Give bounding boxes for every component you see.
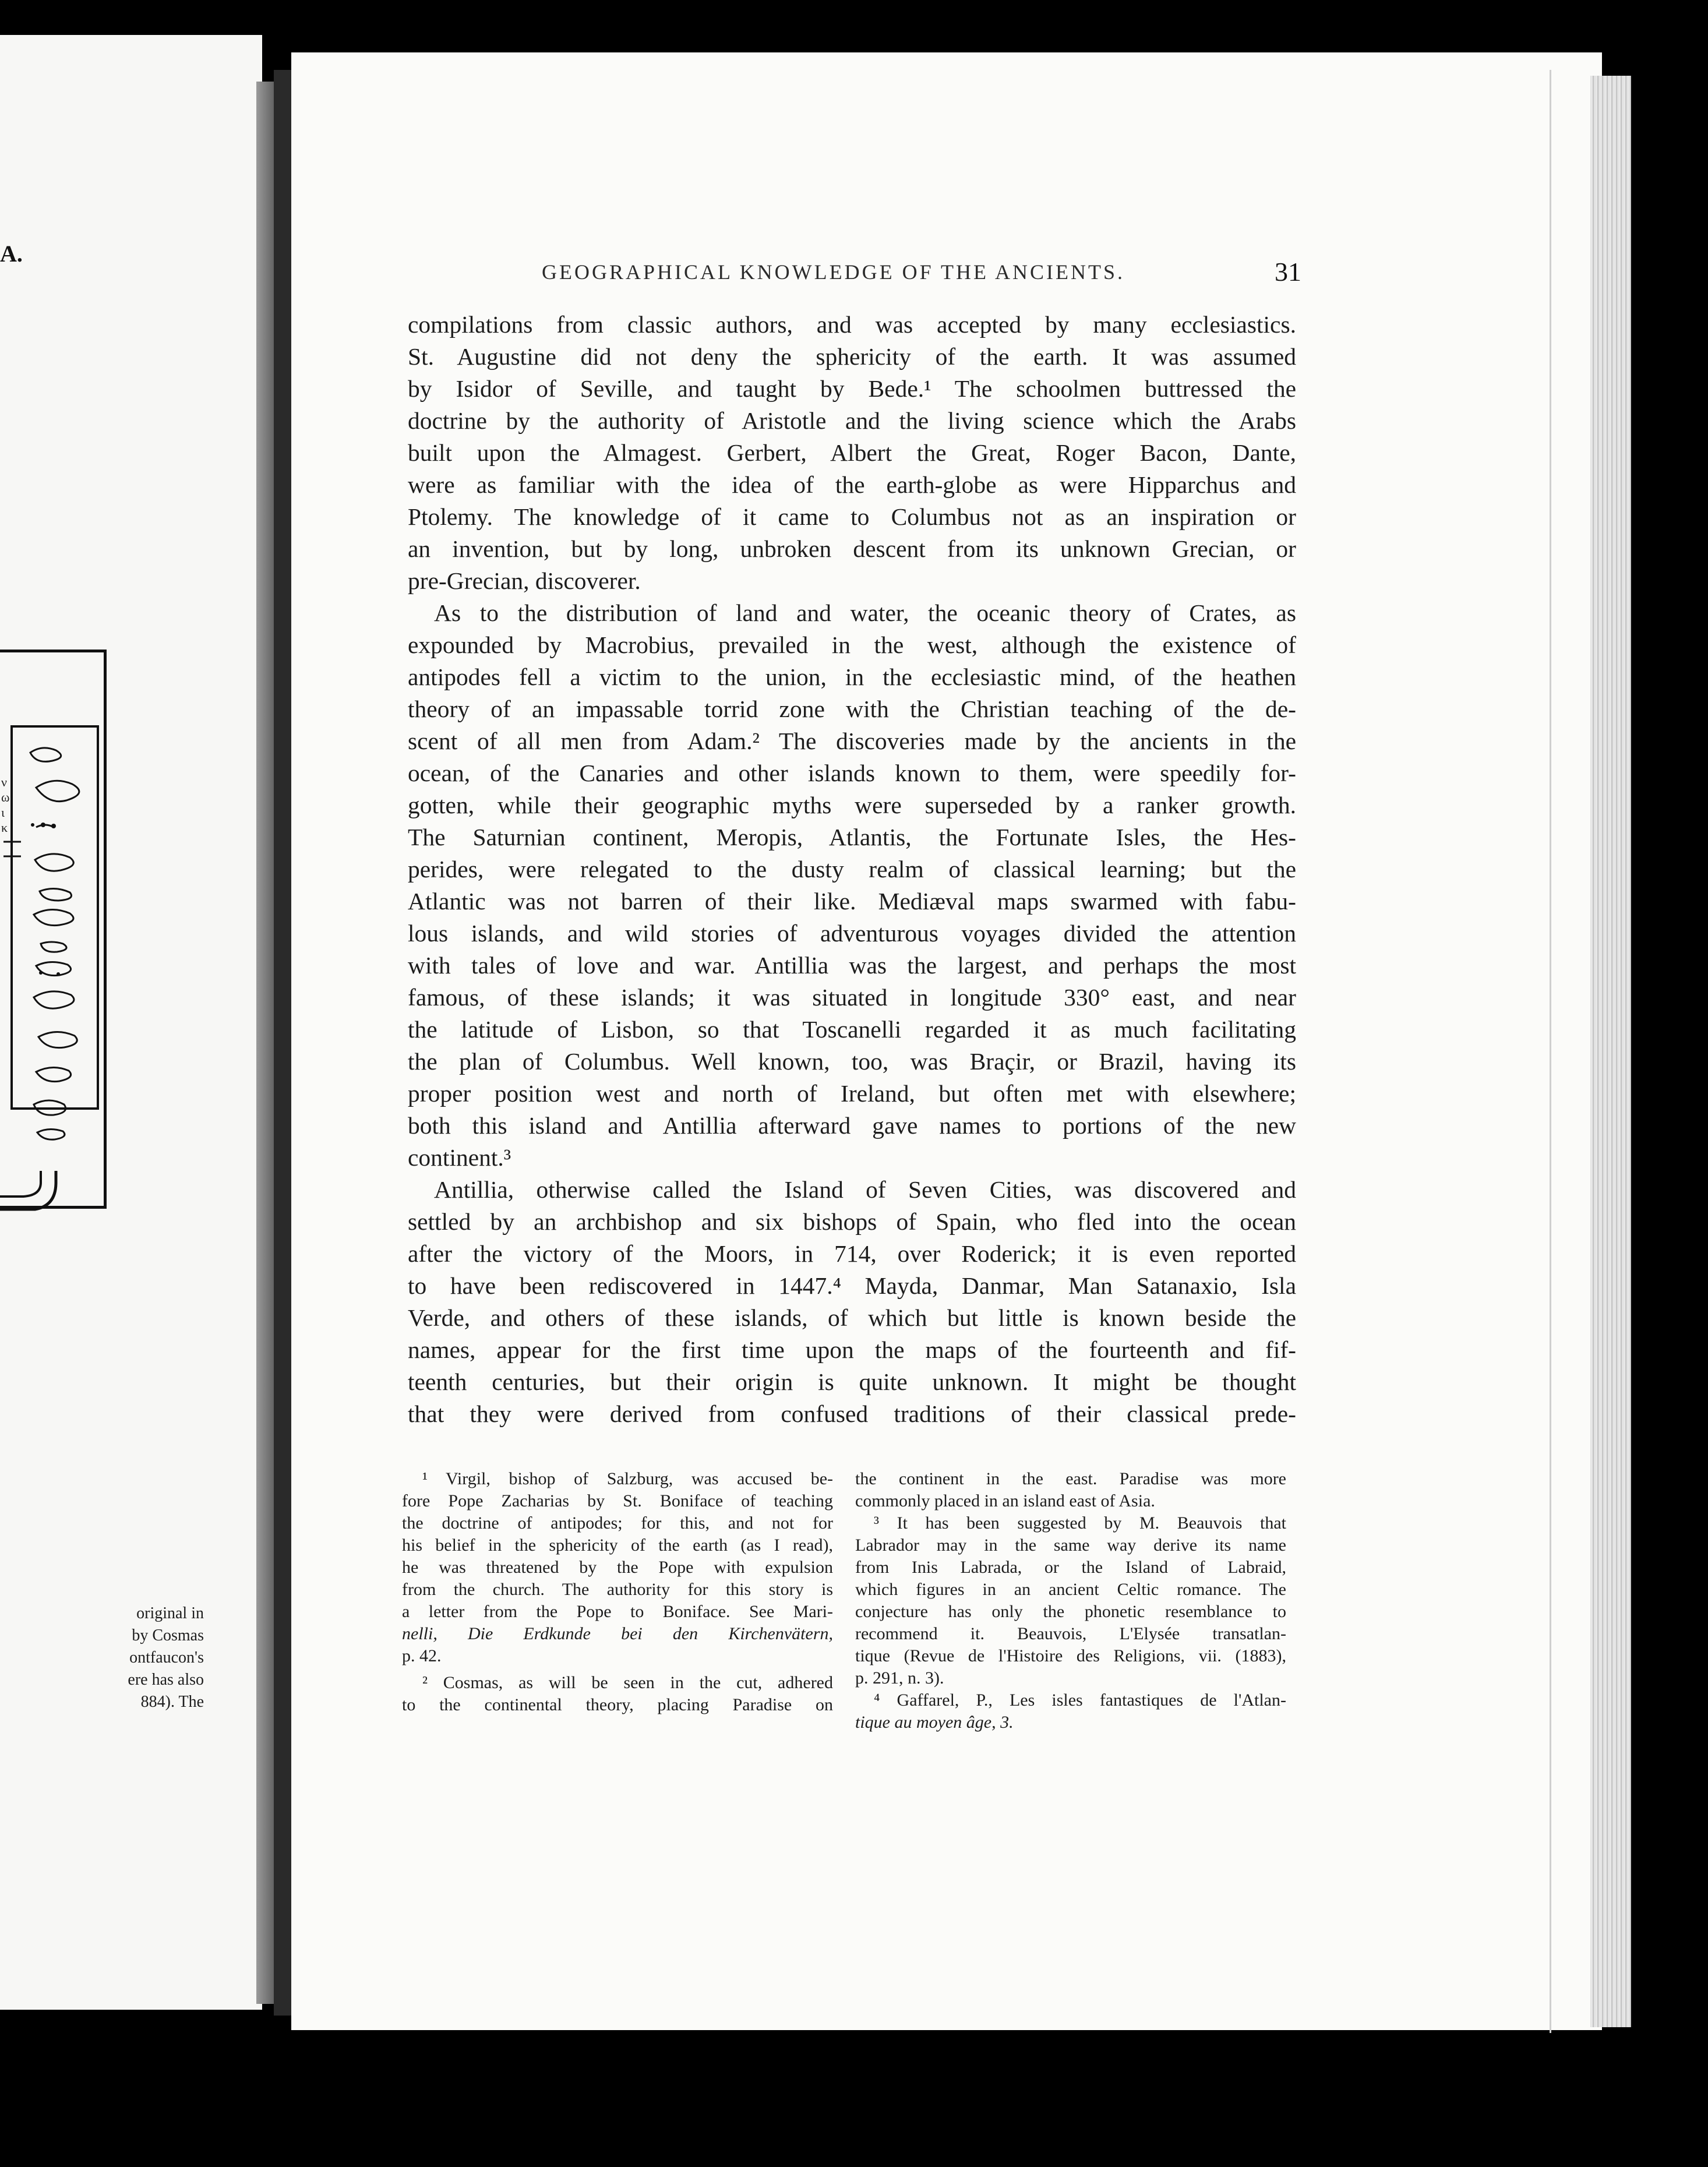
running-head: GEOGRAPHICAL KNOWLEDGE OF THE ANCIENTS. (542, 260, 1125, 284)
body-line: the latitude of Lisbon, so that Toscanelli regarded it as much facilitating (408, 1016, 1296, 1043)
body-line: compilations from classic authors, and was accepted by many ecclesiastics. (408, 311, 1296, 338)
footnote-line: a letter from the Pope to Boniface. See Mari- (402, 1602, 833, 1621)
body-line: built upon the Almagest. Gerbert, Albert the Great, Roger Bacon, Dante, (408, 439, 1296, 466)
figure-label-2: ω (1, 790, 10, 804)
body-line: gotten, while their geographic myths were superseded by a ranker growth. (408, 792, 1296, 818)
footnote-line: he was threatened by the Pope with expulsion (402, 1558, 833, 1577)
body-line: with tales of love and war. Antillia was the largest, and perhaps the most (408, 952, 1296, 979)
body-line: theory of an impassable torrid zone with the Christian teaching of the de- (408, 696, 1296, 722)
body-line: famous, of these islands; it was situated in longitude 330° east, and near (408, 984, 1296, 1011)
body-line: doctrine by the authority of Aristotle and the living science which the Arabs (408, 407, 1296, 434)
footnote-line: his belief in the sphericity of the earth (as I read), (402, 1536, 833, 1555)
figure-label-4: κ (1, 820, 8, 835)
body-line: were as familiar with the idea of the earth-globe as were Hipparchus and (408, 471, 1296, 498)
body-line: teenth centuries, but their origin is quite unknown. It might be thought (408, 1368, 1296, 1395)
footnote-line: commonly placed in an island east of Asia. (855, 1491, 1155, 1510)
footnote-line: tique (Revue de l'Histoire des Religions, vii. (1883), (855, 1646, 1286, 1665)
body-line: The Saturnian continent, Meropis, Atlantis, the Fortunate Isles, the Hes- (408, 824, 1296, 850)
left-page-heading-fragment: A. (0, 241, 23, 267)
left-page-footnote-line: by Cosmas (132, 1626, 204, 1644)
footnote-line: p. 291, n. 3). (855, 1668, 944, 1688)
body-line: to have been rediscovered in 1447.⁴ Mayda, Danmar, Man Satanaxio, Isla (408, 1272, 1296, 1299)
footnote-line: fore Pope Zacharias by St. Boniface of teaching (402, 1491, 833, 1510)
body-line: pre-Grecian, discoverer. (408, 567, 641, 594)
page-number: 31 (1275, 257, 1301, 287)
footnote-line: recommend it. Beauvois, L'Elysée transatlan- (855, 1624, 1286, 1643)
body-line: that they were derived from confused traditions of their classical prede- (408, 1400, 1296, 1427)
body-line: settled by an archbishop and six bishops of Spain, who fled into the ocean (408, 1208, 1296, 1235)
footnote-line: from the church. The authority for this story is (402, 1580, 833, 1599)
footnote-line: the continent in the east. Paradise was more (855, 1469, 1286, 1488)
body-line: ocean, of the Canaries and other islands known to them, were speedily for- (408, 760, 1296, 786)
body-line: Atlantic was not barren of their like. Mediæval maps swarmed with fabu- (408, 888, 1296, 915)
body-line: after the victory of the Moors, in 714, over Roderick; it is even reported (408, 1240, 1296, 1267)
footnote-2: ² Cosmas, as will be seen in the cut, adhered (422, 1673, 833, 1692)
footnote-1: ¹ Virgil, bishop of Salzburg, was accused be- (422, 1469, 833, 1488)
body-line: names, appear for the first time upon the maps of the fourteenth and fif- (408, 1336, 1296, 1363)
left-page-footnote-line: 884). The (140, 1693, 204, 1711)
body-line: lous islands, and wild stories of adventurous voyages divided the attention (408, 920, 1296, 947)
footnote-4: ⁴ Gaffarel, P., Les isles fantastiques de l'Atlan- (874, 1690, 1286, 1710)
figure-label-3: ι (1, 805, 5, 820)
paragraph-first-line: As to the distribution of land and water, the oceanic theory of Crates, as (434, 599, 1296, 626)
figure-label-1: ν (1, 775, 7, 789)
body-line: proper position west and north of Ireland, but often met with elsewhere; (408, 1080, 1296, 1107)
body-line: St. Augustine did not deny the sphericity of the earth. It was assumed (408, 343, 1296, 370)
page-edges-stack (1590, 76, 1631, 2027)
body-line: the plan of Columbus. Well known, too, was Braçir, or Brazil, having its (408, 1048, 1296, 1075)
page-edge-line (1550, 70, 1551, 2033)
body-line: expounded by Macrobius, prevailed in the west, although the existence of (408, 631, 1296, 658)
left-page-footnote-line: ere has also (128, 1671, 204, 1689)
body-line: antipodes fell a victim to the union, in the ecclesiastic mind, of the heathen (408, 663, 1296, 690)
body-line: both this island and Antillia afterward gave names to portions of the new (408, 1112, 1296, 1139)
footnote-line: nelli, Die Erdkunde bei den Kirchenvätern, (402, 1624, 833, 1643)
left-page-footnote-line: original in (136, 1604, 204, 1622)
footnote-line: from Inis Labrada, or the Island of Labraid, (855, 1558, 1286, 1577)
cosmas-map-islands-illustration (0, 722, 105, 1223)
body-line: continent.³ (408, 1144, 511, 1171)
footnote-line: p. 42. (402, 1646, 442, 1665)
footnote-line: to the continental theory, placing Paradise on (402, 1695, 833, 1714)
body-line: scent of all men from Adam.² The discoveries made by the ancients in the (408, 728, 1296, 754)
footnote-line: the doctrine of antipodes; for this, and not for (402, 1513, 833, 1533)
paragraph-first-line: Antillia, otherwise called the Island of Seven Cities, was discovered and (434, 1176, 1296, 1203)
body-line: perides, were relegated to the dusty realm of classical learning; but the (408, 856, 1296, 883)
footnote-line: which figures in an ancient Celtic romance. The (855, 1580, 1286, 1599)
footnote-line: Labrador may in the same way derive its name (855, 1536, 1286, 1555)
body-line: Ptolemy. The knowledge of it came to Columbus not as an inspiration or (408, 503, 1296, 530)
body-line: Verde, and others of these islands, of which but little is known beside the (408, 1304, 1296, 1331)
footnote-line: conjecture has only the phonetic resemblance to (855, 1602, 1286, 1621)
left-page-footnote-line: ontfaucon's (129, 1649, 204, 1667)
footnote-3: ³ It has been suggested by M. Beauvois that (874, 1513, 1286, 1533)
body-line: by Isidor of Seville, and taught by Bede.¹ The schoolmen buttressed the (408, 375, 1296, 402)
footnote-line: tique au moyen âge, 3. (855, 1713, 1014, 1732)
body-line: an invention, but by long, unbroken descent from its unknown Grecian, or (408, 535, 1296, 562)
